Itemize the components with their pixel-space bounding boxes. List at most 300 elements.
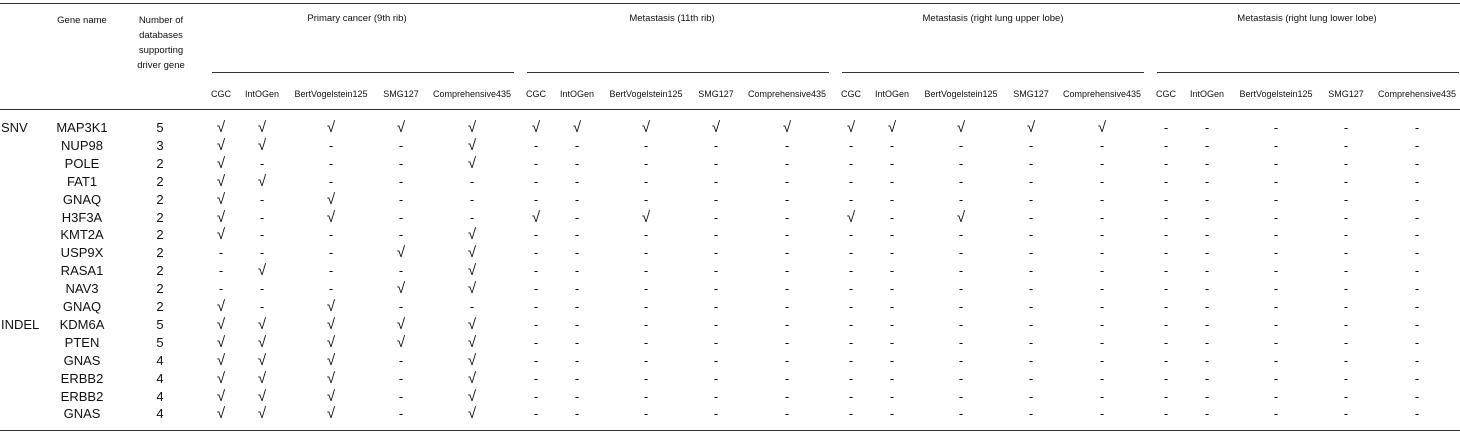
subheader-bertvogelstein125-group-4: BertVogelstein125 [1239,89,1313,99]
database-count-cell: 4 [156,406,164,422]
dash-cell: - [958,245,964,261]
dash-cell: - [1028,352,1034,368]
dash-cell: - [958,227,964,243]
dash-cell: - [1204,370,1210,386]
dash-cell: - [643,137,649,153]
dash-cell: - [889,406,895,422]
dash-cell: - [1099,299,1105,314]
table-row [0,370,1460,388]
check-mark-cell: √ [846,119,856,136]
check-mark-cell: √ [531,119,541,136]
dash-cell: - [1343,209,1349,225]
dash-cell: - [784,137,790,153]
dash-cell: - [1343,120,1349,135]
dash-cell: - [398,299,404,314]
dash-cell: - [848,370,854,386]
dash-cell: - [1414,370,1420,386]
dash-cell: - [1099,406,1105,422]
dash-cell: - [958,263,964,279]
dash-cell: - [889,334,895,350]
dash-cell: - [1028,281,1034,297]
dash-cell: - [643,155,649,171]
dash-cell: - [713,406,719,422]
dash-cell: - [574,370,580,386]
dash-cell: - [469,299,475,314]
check-mark-cell: √ [216,315,226,333]
dash-cell: - [784,155,790,171]
dash-cell: - [784,173,790,189]
dash-cell: - [713,191,719,207]
dash-cell: - [1273,120,1279,135]
dash-cell: - [713,173,719,189]
subheader-smg127-group-2: SMG127 [698,89,734,99]
dash-cell: - [1099,191,1105,207]
subheader-bertvogelstein125-group-1: BertVogelstein125 [294,89,368,99]
dash-cell: - [1099,137,1105,153]
dash-cell: - [1273,406,1279,422]
dash-cell: - [1273,191,1279,207]
dash-cell: - [1163,370,1169,386]
dash-cell: - [643,334,649,350]
dash-cell: - [958,281,964,297]
check-mark-cell: √ [641,119,651,136]
dash-cell: - [574,334,580,350]
dash-cell: - [1099,370,1105,386]
gene-name-cell: H3F3A [61,209,103,225]
check-mark-cell: √ [257,387,267,405]
dash-cell: - [1028,209,1034,225]
database-count-cell: 2 [156,263,164,279]
dash-cell: - [1273,155,1279,171]
dash-cell: - [1343,245,1349,261]
dash-cell: - [259,245,265,261]
check-mark-cell: √ [216,190,226,208]
table-row [0,298,1460,316]
dash-cell: - [889,155,895,171]
table-row [0,209,1460,227]
dash-cell: - [784,263,790,279]
check-mark-cell: √ [257,315,267,333]
dash-cell: - [328,173,334,189]
database-count-cell: 2 [156,227,164,243]
dash-cell: - [533,191,539,207]
dash-cell: - [848,137,854,153]
dash-cell: - [643,263,649,279]
table-row [0,388,1460,406]
dash-cell: - [1099,352,1105,368]
dash-cell: - [218,263,224,279]
dash-cell: - [713,263,719,279]
database-count-cell: 2 [156,281,164,297]
dash-cell: - [1204,334,1210,350]
dash-cell: - [889,227,895,243]
dash-cell: - [643,406,649,422]
dash-cell: - [848,227,854,243]
dash-cell: - [713,334,719,350]
dash-cell: - [328,263,334,279]
dash-cell: - [1343,155,1349,171]
table-row [0,155,1460,173]
dash-cell: - [848,352,854,368]
dash-cell: - [533,334,539,350]
dash-cell: - [1163,263,1169,279]
gene-name-cell: RASA1 [60,263,104,279]
dash-cell: - [784,209,790,225]
gene-name-cell: POLE [64,155,100,171]
dash-cell: - [1028,388,1034,404]
dash-cell: - [643,227,649,243]
check-mark-cell: √ [467,405,477,423]
dash-cell: - [1343,352,1349,368]
dash-cell: - [713,227,719,243]
dash-cell: - [1099,227,1105,243]
dash-cell: - [1099,173,1105,189]
dash-cell: - [574,209,580,225]
dash-cell: - [1099,263,1105,279]
check-mark-cell: √ [326,190,336,208]
table-row [0,334,1460,352]
gene-name-cell: GNAQ [62,299,102,314]
check-mark-cell: √ [956,119,966,136]
dash-cell: - [1163,191,1169,207]
header-gene-name: Gene name [57,15,107,26]
dash-cell: - [1204,209,1210,225]
check-mark-cell: √ [257,333,267,351]
dash-cell: - [1414,120,1420,135]
check-mark-cell: √ [467,333,477,351]
dash-cell: - [1163,334,1169,350]
gene-name-cell: KMT2A [60,227,104,243]
check-mark-cell: √ [257,136,267,154]
variant-type-label: SNV [1,120,28,135]
check-mark-cell: √ [326,351,336,369]
subheader-smg127-group-3: SMG127 [1013,89,1049,99]
database-count-cell: 4 [156,352,164,368]
gene-name-cell: ERBB2 [60,370,104,386]
check-mark-cell: √ [216,298,226,315]
dash-cell: - [1273,281,1279,297]
dash-cell: - [713,299,719,314]
dash-cell: - [1273,352,1279,368]
dash-cell: - [713,245,719,261]
dash-cell: - [533,299,539,314]
dash-cell: - [643,388,649,404]
table-row [0,352,1460,370]
dash-cell: - [1414,406,1420,422]
dash-cell: - [958,352,964,368]
dash-cell: - [713,388,719,404]
subheader-comprehensive435-group-4: Comprehensive435 [1377,89,1457,99]
dash-cell: - [574,406,580,422]
check-mark-cell: √ [1026,119,1036,136]
dash-cell: - [1343,137,1349,153]
dash-cell: - [1204,173,1210,189]
subheader-intogen-group-4: IntOGen [1189,89,1225,99]
dash-cell: - [574,263,580,279]
table-top-rule [0,3,1460,4]
dash-cell: - [1273,299,1279,314]
check-mark-cell: √ [326,298,336,315]
dash-cell: - [643,352,649,368]
dash-cell: - [1343,263,1349,279]
dash-cell: - [1028,406,1034,422]
dash-cell: - [1204,299,1210,314]
check-mark-cell: √ [467,244,477,262]
dash-cell: - [643,245,649,261]
dash-cell: - [848,155,854,171]
subheader-cgc-group-4: CGC [1156,89,1176,99]
dash-cell: - [469,173,475,189]
table-row [0,173,1460,191]
check-mark-cell: √ [216,119,226,136]
dash-cell: - [1414,191,1420,207]
dash-cell: - [1163,299,1169,314]
dash-cell: - [1414,388,1420,404]
dash-cell: - [1204,120,1210,135]
gene-name-cell: MAP3K1 [56,120,108,135]
dash-cell: - [328,227,334,243]
gene-name-cell: GNAQ [62,191,102,207]
dash-cell: - [574,191,580,207]
dash-cell: - [1414,281,1420,297]
check-mark-cell: √ [216,333,226,351]
dash-cell: - [1099,334,1105,350]
dash-cell: - [1414,334,1420,350]
dash-cell: - [1414,209,1420,225]
check-mark-cell: √ [467,280,477,298]
dash-cell: - [398,227,404,243]
dash-cell: - [889,316,895,332]
dash-cell: - [574,316,580,332]
check-mark-cell: √ [326,405,336,423]
dash-cell: - [713,316,719,332]
dash-cell: - [1414,245,1420,261]
check-mark-cell: √ [257,351,267,369]
dash-cell: - [574,299,580,314]
dash-cell: - [469,209,475,225]
check-mark-cell: √ [467,262,477,280]
dash-cell: - [1343,173,1349,189]
database-count-cell: 2 [156,209,164,225]
table-row [0,191,1460,209]
dash-cell: - [1163,120,1169,135]
check-mark-cell: √ [216,172,226,190]
dash-cell: - [218,281,224,297]
dash-cell: - [1343,316,1349,332]
check-mark-cell: √ [467,387,477,405]
dash-cell: - [1099,209,1105,225]
subheader-comprehensive435-group-1: Comprehensive435 [432,89,512,99]
dash-cell: - [848,299,854,314]
check-mark-cell: √ [216,387,226,405]
gene-name-cell: FAT1 [66,173,98,189]
dash-cell: - [784,406,790,422]
dash-cell: - [889,352,895,368]
group-underline-primary-cancer [212,72,514,73]
check-mark-cell: √ [326,369,336,387]
subheader-intogen-group-2: IntOGen [559,89,595,99]
header-bottom-rule [0,109,1460,110]
database-count-cell: 2 [156,173,164,189]
dash-cell: - [1099,155,1105,171]
dash-cell: - [398,370,404,386]
dash-cell: - [533,388,539,404]
dash-cell: - [1204,227,1210,243]
dash-cell: - [713,155,719,171]
dash-cell: - [1204,281,1210,297]
gene-name-cell: PTEN [64,334,100,350]
dash-cell: - [848,334,854,350]
database-count-cell: 2 [156,299,164,314]
dash-cell: - [533,316,539,332]
dash-cell: - [398,191,404,207]
dash-cell: - [1273,137,1279,153]
dash-cell: - [574,173,580,189]
dash-cell: - [1343,191,1349,207]
dash-cell: - [1273,227,1279,243]
gene-name-cell: NUP98 [61,137,103,153]
dash-cell: - [533,263,539,279]
group-title-metastasis-11th-rib: Metastasis (11th rib) [629,13,715,24]
subheader-intogen-group-3: IntOGen [874,89,910,99]
check-mark-cell: √ [396,119,406,136]
check-mark-cell: √ [326,333,336,351]
check-mark-cell: √ [257,369,267,387]
dash-cell: - [784,299,790,314]
dash-cell: - [848,281,854,297]
dash-cell: - [958,173,964,189]
dash-cell: - [1414,227,1420,243]
gene-name-cell: GNAS [63,352,101,368]
dash-cell: - [1414,137,1420,153]
dash-cell: - [1028,227,1034,243]
check-mark-cell: √ [216,154,226,172]
check-mark-cell: √ [887,119,897,136]
dash-cell: - [958,137,964,153]
dash-cell: - [1099,281,1105,297]
dash-cell: - [398,155,404,171]
check-mark-cell: √ [216,136,226,154]
dash-cell: - [533,227,539,243]
dash-cell: - [1273,245,1279,261]
dash-cell: - [784,370,790,386]
dash-cell: - [848,191,854,207]
check-mark-cell: √ [257,405,267,423]
check-mark-cell: √ [396,244,406,262]
check-mark-cell: √ [257,262,267,280]
gene-name-cell: ERBB2 [60,388,104,404]
dash-cell: - [1343,406,1349,422]
dash-cell: - [889,370,895,386]
subheader-cgc-group-3: CGC [841,89,861,99]
dash-cell: - [643,316,649,332]
dash-cell: - [889,263,895,279]
database-count-cell: 5 [156,316,164,332]
dash-cell: - [889,173,895,189]
gene-name-cell: KDM6A [59,316,105,332]
dash-cell: - [1343,299,1349,314]
dash-cell: - [958,370,964,386]
dash-cell: - [1163,406,1169,422]
header-number-of-databases: Number of databases supporting driver gene [137,15,185,71]
check-mark-cell: √ [956,208,966,226]
dash-cell: - [1343,227,1349,243]
dash-cell: - [533,173,539,189]
check-mark-cell: √ [846,208,856,226]
database-count-cell: 2 [156,155,164,171]
dash-cell: - [713,281,719,297]
check-mark-cell: √ [326,387,336,405]
dash-cell: - [958,334,964,350]
dash-cell: - [848,406,854,422]
check-mark-cell: √ [396,315,406,333]
subheader-bertvogelstein125-group-2: BertVogelstein125 [609,89,683,99]
subheader-cgc-group-2: CGC [526,89,546,99]
table-row [0,262,1460,280]
table-row [0,119,1460,137]
check-mark-cell: √ [467,369,477,387]
dash-cell: - [1343,334,1349,350]
dash-cell: - [533,245,539,261]
table-row [0,244,1460,262]
check-mark-cell: √ [326,119,336,136]
dash-cell: - [1204,155,1210,171]
dash-cell: - [1028,173,1034,189]
dash-cell: - [1163,173,1169,189]
dash-cell: - [1343,281,1349,297]
table-row [0,280,1460,298]
dash-cell: - [1028,191,1034,207]
dash-cell: - [713,370,719,386]
dash-cell: - [643,299,649,314]
dash-cell: - [1028,245,1034,261]
dash-cell: - [259,209,265,225]
dash-cell: - [1414,299,1420,314]
dash-cell: - [1028,155,1034,171]
check-mark-cell: √ [216,351,226,369]
dash-cell: - [1028,263,1034,279]
database-count-cell: 3 [156,137,164,153]
dash-cell: - [958,191,964,207]
dash-cell: - [1099,316,1105,332]
subheader-comprehensive435-group-2: Comprehensive435 [747,89,827,99]
check-mark-cell: √ [216,226,226,244]
check-mark-cell: √ [326,208,336,226]
dash-cell: - [1414,352,1420,368]
dash-cell: - [1273,334,1279,350]
dash-cell: - [1273,209,1279,225]
table-row [0,226,1460,244]
dash-cell: - [1028,299,1034,314]
dash-cell: - [1163,281,1169,297]
dash-cell: - [958,316,964,332]
dash-cell: - [784,316,790,332]
dash-cell: - [398,263,404,279]
check-mark-cell: √ [467,226,477,244]
dash-cell: - [1204,406,1210,422]
database-count-cell: 4 [156,370,164,386]
dash-cell: - [958,388,964,404]
database-count-cell: 5 [156,120,164,135]
group-title-metastasis-lower-lobe: Metastasis (right lung lower lobe) [1237,13,1377,24]
dash-cell: - [1099,388,1105,404]
dash-cell: - [398,352,404,368]
dash-cell: - [643,370,649,386]
dash-cell: - [1163,316,1169,332]
dash-cell: - [398,209,404,225]
table-row [0,405,1460,423]
subheader-intogen-group-1: IntOGen [244,89,280,99]
